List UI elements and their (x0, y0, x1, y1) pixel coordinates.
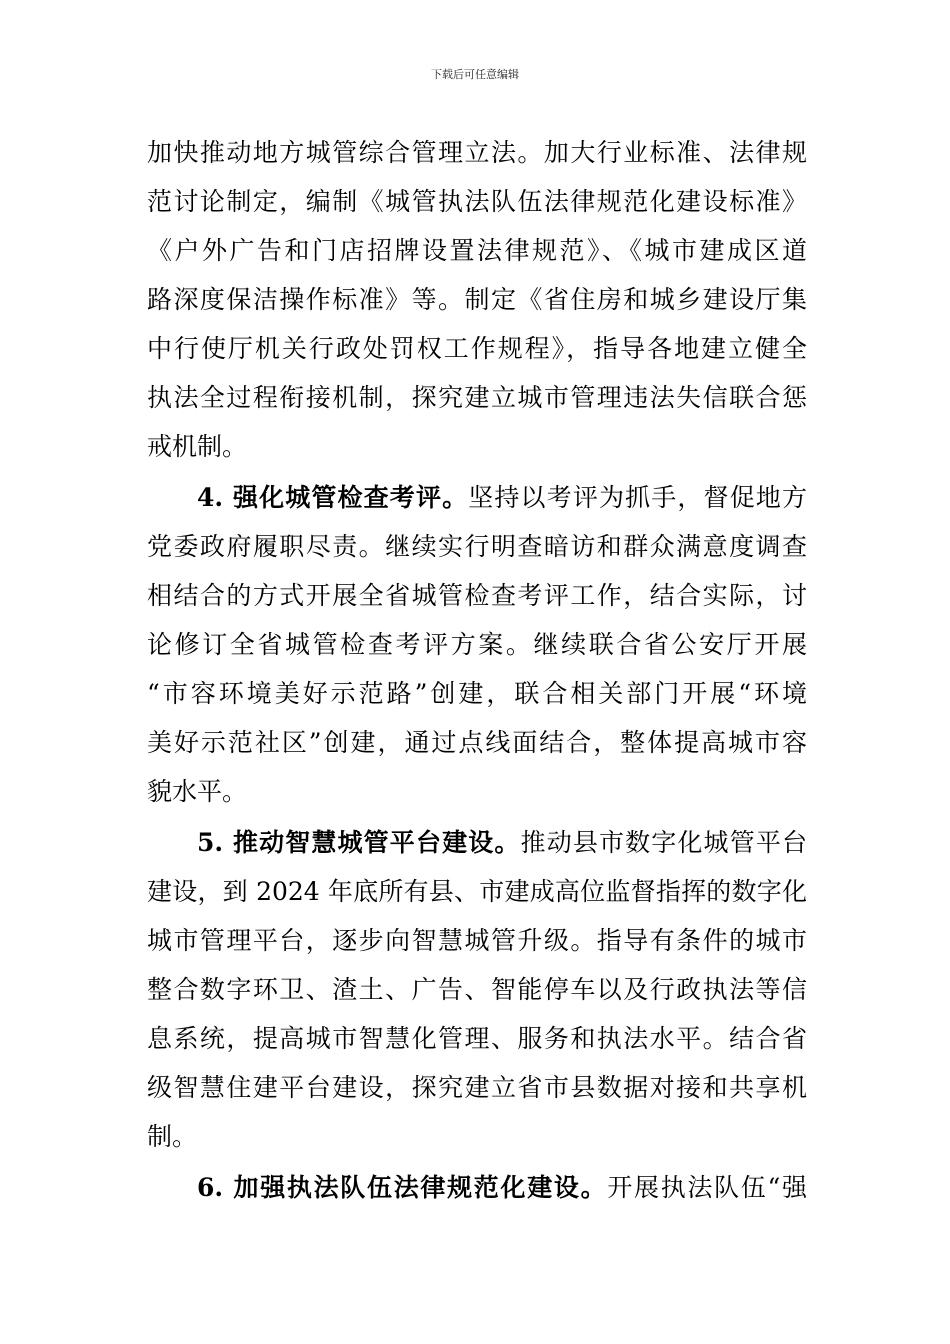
text-line: 美好示范社区”创建，通过点线面结合，整体提高城市容 (147, 728, 807, 757)
text-line: 执法全过程衔接机制，探究建立城市管理违法失信联合惩 (147, 383, 807, 412)
text-line: 戒机制。 (147, 432, 248, 461)
text-line: 范讨论制定，编制《城管执法队伍法律规范化建设标准》 (147, 187, 807, 216)
paragraph-section-4 (147, 473, 807, 816)
section-heading: 6. 加强执法队伍法律规范化建设。 (197, 1173, 608, 1202)
paragraph-first-line (147, 473, 807, 522)
text-line: “市容环境美好示范路”创建，联合相关部门开展“环境 (147, 679, 807, 708)
first-line-text: 坚持以考评为抓手，督促地方 (468, 483, 807, 512)
text-line: 城市管理平台，逐步向智慧城管升级。指导有条件的城市 (147, 926, 807, 955)
text-line: 党委政府履职尽责。继续实行明查暗访和群众满意度调查 (147, 532, 807, 561)
text-line: 中行使厅机关行政处罚权工作规程》，指导各地建立健全 (147, 334, 807, 363)
text-line: 整合数字环卫、渣土、广告、智能停车以及行政执法等信 (147, 975, 807, 1004)
page-header: 下载后可任意编辑 (431, 68, 519, 81)
text-line: 息系统，提高城市智慧化管理、服务和执法水平。结合省 (147, 1024, 807, 1053)
text-line: 路深度保洁操作标准》等。制定《省住房和城乡建设厅集 (147, 285, 807, 314)
text-line: 加快推动地方城管综合管理立法。加大行业标准、法律规 (147, 138, 807, 167)
text-line: 级智慧住建平台建设，探究建立省市县数据对接和共享机 (147, 1073, 807, 1102)
first-line-text: 推动县市数字化城管平台 (520, 828, 807, 857)
section-heading: 4. 强化城管检查考评。 (197, 483, 469, 512)
text-line: 论修订全省城管检查考评方案。继续联合省公安厅开展 (147, 630, 807, 659)
text-line: 建设，到 2024 年底所有县、市建成高位监督指挥的数字化 (147, 877, 807, 906)
section-heading: 5. 推动智慧城管平台建设。 (197, 828, 521, 857)
document-body (147, 128, 807, 1212)
paragraph-section-5 (147, 818, 807, 1161)
text-line: 貌水平。 (147, 777, 248, 806)
text-line: 制。 (147, 1122, 198, 1151)
paragraph-first-line (147, 818, 807, 867)
paragraph-first-line (147, 1163, 807, 1212)
paragraph-section-6 (147, 1163, 807, 1212)
text-line: 相结合的方式开展全省城管检查考评工作，结合实际，讨 (147, 581, 807, 610)
first-line-text: 开展执法队伍“强 (607, 1173, 807, 1202)
text-line: 《户外广告和门店招牌设置法律规范》、《城市建成区道 (147, 236, 807, 265)
paragraph (147, 128, 807, 471)
